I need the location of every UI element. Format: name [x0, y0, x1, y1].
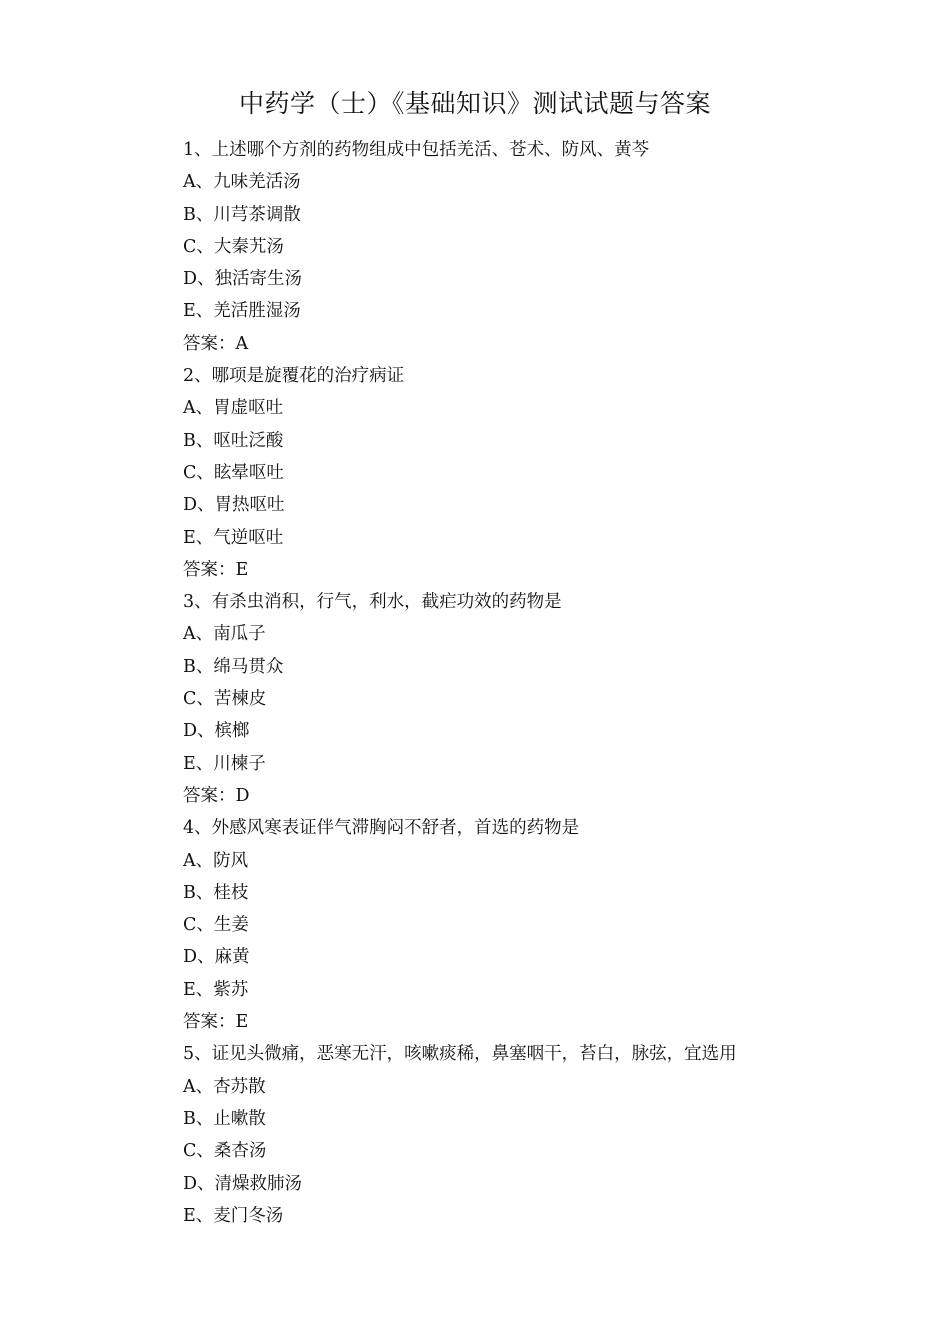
question-5-option-d: D、清燥救肺汤	[183, 1173, 303, 1194]
question-4-answer: 答案：E	[183, 1012, 249, 1033]
question-4-option-d: D、麻黄	[183, 947, 250, 968]
question-2-option-c: C、眩晕呕吐	[183, 462, 284, 483]
question-4-text: 4、外感风寒表证伴气滞胸闷不舒者，首选的药物是	[183, 818, 580, 839]
question-3-text: 3、有杀虫消积，行气，利水，截疟功效的药物是	[183, 592, 562, 613]
question-2-option-a: A、胃虚呕吐	[183, 398, 284, 419]
question-list	[183, 134, 903, 1232]
question-5-option-e: E、麦门冬汤	[183, 1205, 284, 1226]
question-5-option-a: A、杏苏散	[183, 1076, 266, 1097]
question-1-option-c: C、大秦艽汤	[183, 236, 284, 257]
question-5-text: 5、证见头微痛，恶寒无汗，咳嗽痰稀，鼻塞咽干，苔白，脉弦，宜选用	[183, 1044, 737, 1065]
question-1-option-b: B、川芎茶调散	[183, 204, 301, 225]
question-1-text: 1、上述哪个方剂的药物组成中包括羌活、苍术、防风、黄芩	[183, 140, 650, 160]
question-1-option-e: E、羌活胜湿汤	[183, 301, 301, 322]
question-2-option-d: D、胃热呕吐	[183, 495, 285, 516]
question-2-answer: 答案：E	[183, 559, 249, 580]
question-2-text: 2、哪项是旋覆花的治疗病证	[183, 366, 405, 387]
question-4-option-e: E、紫苏	[183, 979, 249, 1000]
question-3-answer: 答案：D	[183, 785, 250, 806]
question-4-option-a: A、防风	[183, 850, 249, 871]
question-2-option-e: E、气逆呕吐	[183, 527, 284, 548]
question-2-option-b: B、呕吐泛酸	[183, 430, 284, 451]
question-5-option-b: B、止嗽散	[183, 1108, 266, 1129]
question-1-option-d: D、独活寄生汤	[183, 269, 303, 290]
question-4-option-b: B、桂枝	[183, 882, 249, 903]
question-3-option-c: C、苦楝皮	[183, 689, 267, 710]
question-1-option-a: A、九味羌活汤	[183, 172, 301, 193]
question-1-answer: 答案：A	[183, 333, 249, 354]
question-3-option-d: D、槟榔	[183, 721, 250, 742]
question-3-option-a: A、南瓜子	[183, 624, 266, 645]
question-3-option-e: E、川楝子	[183, 753, 266, 774]
question-3-option-b: B、绵马贯众	[183, 656, 284, 677]
question-5-option-c: C、桑杏汤	[183, 1141, 267, 1162]
page-title: 中药学（士）《基础知识》测试试题与答案	[238, 89, 711, 118]
question-4-option-c: C、生姜	[183, 915, 249, 936]
